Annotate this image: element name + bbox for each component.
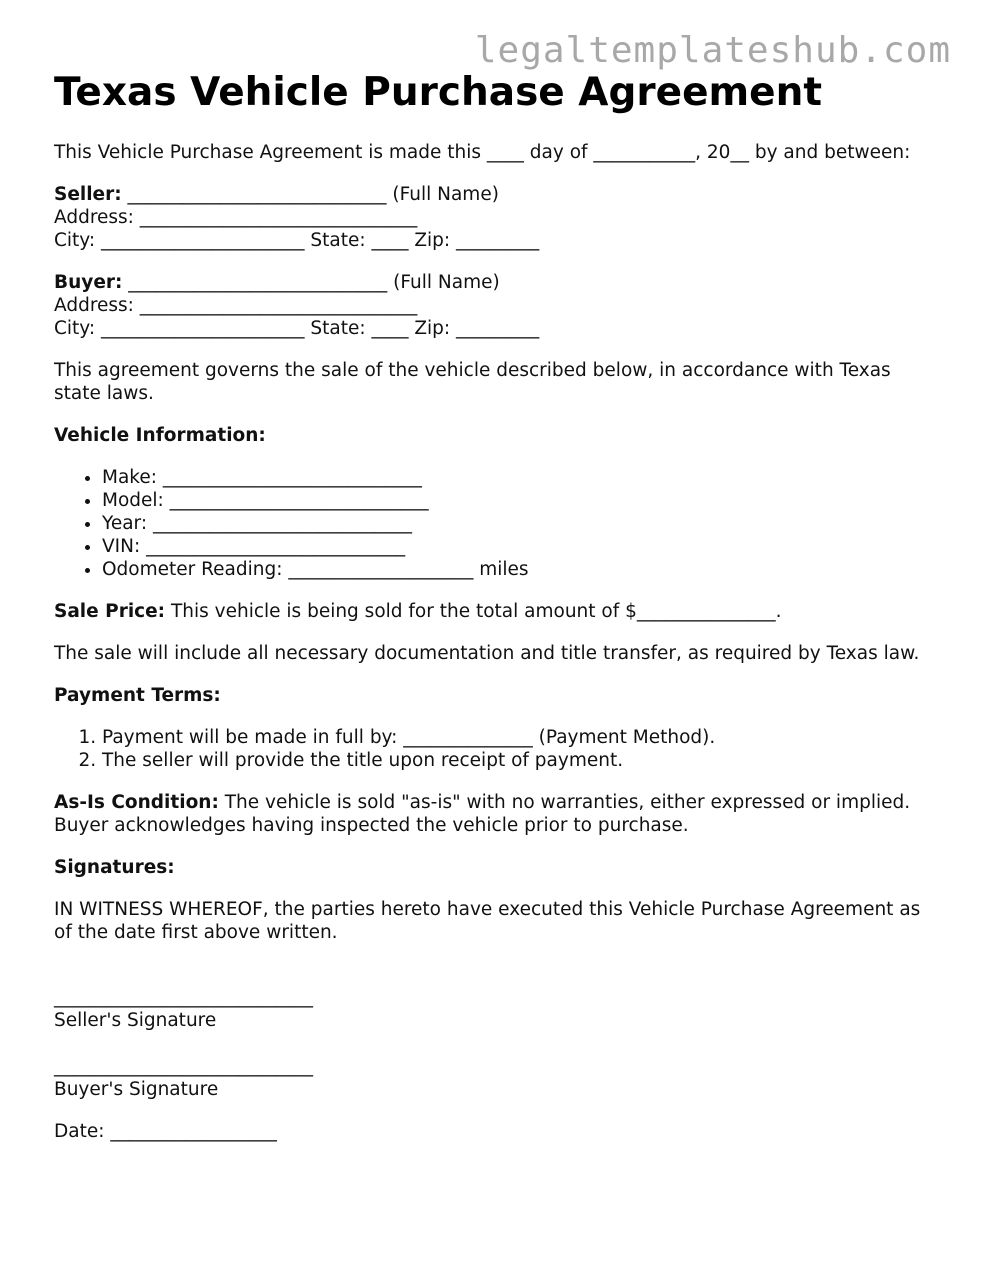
vehicle-model-item: • Model: ____________________________ [102, 489, 934, 512]
payment-terms-list [54, 726, 934, 772]
vehicle-year-item: • Year: ____________________________ [102, 512, 934, 535]
vehicle-odometer-item: • Odometer Reading: ____________________ miles [102, 558, 934, 581]
vehicle-make-item: • Make: ____________________________ [102, 466, 934, 489]
vehicle-heading [54, 424, 934, 447]
seller-signature-label: Seller's Signature [54, 1010, 217, 1031]
payment-heading [54, 684, 934, 707]
vehicle-heading-text: Vehicle Information: [54, 425, 266, 446]
intro-paragraph: This Vehicle Purchase Agreement is made this ____ day of ___________, 20__ by and between: [54, 142, 911, 163]
buyer-name-line [54, 271, 934, 294]
as-is-label: As-Is Condition: [54, 792, 219, 813]
sale-price-paragraph [54, 600, 934, 623]
buyer-signature-label: Buyer's Signature [54, 1079, 219, 1100]
seller-section [54, 183, 934, 252]
payment-heading-text: Payment Terms: [54, 685, 221, 706]
document-title: Texas Vehicle Purchase Agreement [54, 70, 823, 115]
date-line: Date: __________________ [54, 1121, 277, 1142]
buyer-label: Buyer: [54, 272, 123, 293]
witness-paragraph: IN WITNESS WHEREOF, the parties hereto have executed this Vehicle Purchase Agreement as of the date first above written. [54, 899, 921, 943]
signatures-heading-text: Signatures: [54, 857, 175, 878]
vehicle-info-list [54, 466, 934, 581]
governs-paragraph: This agreement governs the sale of the vehicle described below, in accordance with Texas state laws. [54, 360, 891, 404]
seller-name-field: ____________________________ (Full Name) [121, 184, 499, 205]
seller-label: Seller: [54, 184, 122, 205]
as-is-text: The vehicle is sold "as-is" with no warranties, either expressed or implied. Buyer acknowledges having inspected the vehicle prior to purchase. [54, 792, 911, 836]
watermark: legaltemplateshub.com [474, 30, 951, 71]
sale-price-label: Sale Price: [54, 601, 166, 622]
seller-address-line: Address: ______________________________ [54, 207, 418, 228]
seller-signature-block [54, 986, 934, 1032]
seller-signature-line: ____________________________ [54, 987, 313, 1008]
documentation-paragraph: The sale will include all necessary documentation and title transfer, as required by Texas law. [54, 643, 920, 664]
payment-term-item: 2. The seller will provide the title upon receipt of payment. [102, 749, 934, 772]
buyer-address-line: Address: ______________________________ [54, 295, 418, 316]
seller-name-line [54, 183, 934, 206]
buyer-signature-block [54, 1055, 934, 1101]
seller-city-line: City: ______________________ State: ____ Zip: _________ [54, 230, 540, 251]
buyer-section [54, 271, 934, 340]
buyer-signature-line: ____________________________ [54, 1056, 313, 1077]
sale-price-text: This vehicle is being sold for the total amount of $_______________. [165, 601, 782, 622]
buyer-name-field: ____________________________ (Full Name) [122, 272, 500, 293]
vehicle-vin-item: • VIN: ____________________________ [102, 535, 934, 558]
as-is-paragraph [54, 791, 934, 837]
spacer [54, 963, 934, 986]
signatures-heading [54, 856, 934, 879]
buyer-city-line: City: ______________________ State: ____ Zip: _________ [54, 318, 540, 339]
payment-term-item: 1. Payment will be made in full by: ______________ (Payment Method). [102, 726, 934, 749]
document-body [54, 141, 934, 1162]
